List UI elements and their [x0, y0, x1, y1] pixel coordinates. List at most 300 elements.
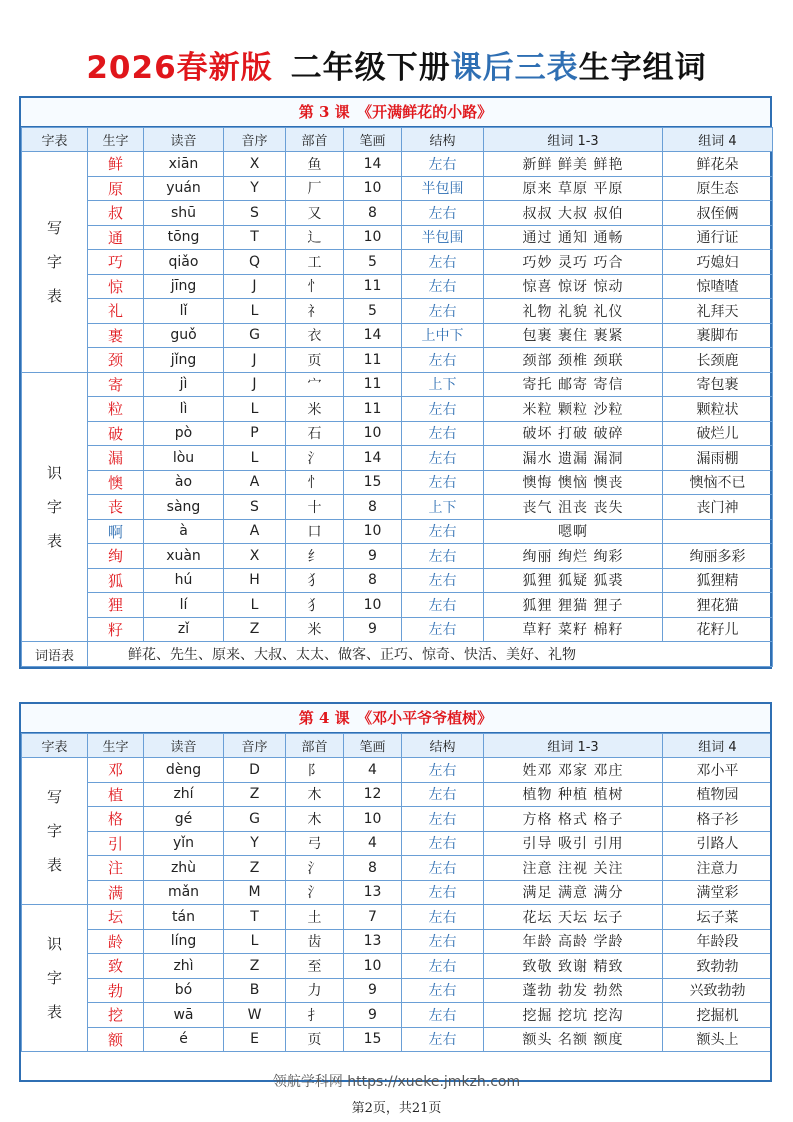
character-cell: 丧	[88, 495, 144, 520]
radical-cell: 又	[286, 201, 344, 226]
words-1-3-cell: 狐狸 狐疑 狐裘	[484, 568, 663, 593]
pinyin-cell: hú	[144, 568, 224, 593]
radical-cell: 氵	[286, 446, 344, 471]
pinyin-cell: jì	[144, 372, 224, 397]
character-cell: 狸	[88, 593, 144, 618]
character-cell: 裹	[88, 323, 144, 348]
structure-cell: 左右	[402, 593, 484, 618]
initial-letter-cell: L	[224, 929, 286, 954]
radical-cell: 齿	[286, 929, 344, 954]
radical-cell: 至	[286, 954, 344, 979]
character-cell: 寄	[88, 372, 144, 397]
words-1-3-cell: 植物 种植 植树	[484, 782, 663, 807]
character-cell: 啊	[88, 519, 144, 544]
radical-cell: 厂	[286, 176, 344, 201]
initial-letter-cell: A	[224, 470, 286, 495]
lesson-heading: 第 4 课 《邓小平爷爷植树》	[21, 704, 770, 733]
structure-cell: 左右	[402, 152, 484, 177]
character-cell: 额	[88, 1027, 144, 1052]
stroke-count-cell: 9	[344, 978, 402, 1003]
lesson-4-table	[19, 702, 772, 1082]
structure-cell: 左右	[402, 568, 484, 593]
character-cell: 颈	[88, 348, 144, 373]
table-row	[22, 782, 773, 807]
pinyin-cell: gé	[144, 807, 224, 832]
words-1-3-cell: 致敬 致谢 精致	[484, 954, 663, 979]
pinyin-cell: bó	[144, 978, 224, 1003]
table-row	[22, 250, 773, 275]
lesson-3-table	[19, 96, 772, 669]
column-header: 笔画	[344, 128, 402, 152]
stroke-count-cell: 8	[344, 495, 402, 520]
stroke-count-cell: 12	[344, 782, 402, 807]
radical-cell: 弓	[286, 831, 344, 856]
word-4-cell: 狸花猫	[663, 593, 773, 618]
word-4-cell: 年龄段	[663, 929, 773, 954]
pinyin-cell: zǐ	[144, 617, 224, 642]
word-4-cell: 寄包裹	[663, 372, 773, 397]
words-1-3-cell: 方格 格式 格子	[484, 807, 663, 832]
column-header: 生字	[88, 128, 144, 152]
word-4-cell: 狐狸精	[663, 568, 773, 593]
word-4-cell: 引路人	[663, 831, 773, 856]
initial-letter-cell: L	[224, 397, 286, 422]
structure-cell: 上中下	[402, 323, 484, 348]
table-row	[22, 470, 773, 495]
pinyin-cell: líng	[144, 929, 224, 954]
words-1-3-cell: 引导 吸引 引用	[484, 831, 663, 856]
character-cell: 叔	[88, 201, 144, 226]
vocabulary-label: 词语表	[22, 642, 88, 667]
radical-cell: 十	[286, 495, 344, 520]
table-row	[22, 421, 773, 446]
radical-cell: 页	[286, 348, 344, 373]
stroke-count-cell: 13	[344, 929, 402, 954]
table-row	[22, 446, 773, 471]
header-row	[22, 128, 773, 152]
table-row	[22, 348, 773, 373]
character-cell: 注	[88, 856, 144, 881]
structure-cell: 左右	[402, 831, 484, 856]
table-row	[22, 758, 773, 783]
pinyin-cell: guǒ	[144, 323, 224, 348]
read-section-label: 识字表	[22, 372, 88, 642]
pinyin-cell: pò	[144, 421, 224, 446]
title-edition: 春新版	[176, 50, 273, 86]
character-cell: 懊	[88, 470, 144, 495]
structure-cell: 半包围	[402, 176, 484, 201]
stroke-count-cell: 11	[344, 348, 402, 373]
column-header: 生字	[88, 734, 144, 758]
stroke-count-cell: 11	[344, 372, 402, 397]
table-row	[22, 372, 773, 397]
words-1-3-cell: 礼物 礼貌 礼仪	[484, 299, 663, 324]
initial-letter-cell: J	[224, 274, 286, 299]
word-4-cell: 额头上	[663, 1027, 773, 1052]
pinyin-cell: yuán	[144, 176, 224, 201]
title-year: 2026	[86, 50, 177, 86]
character-cell: 礼	[88, 299, 144, 324]
structure-cell: 左右	[402, 758, 484, 783]
character-cell: 籽	[88, 617, 144, 642]
initial-letter-cell: S	[224, 201, 286, 226]
words-1-3-cell: 草籽 菜籽 棉籽	[484, 617, 663, 642]
words-1-3-cell: 新鲜 鲜美 鲜艳	[484, 152, 663, 177]
table-row	[22, 978, 773, 1003]
stroke-count-cell: 10	[344, 176, 402, 201]
word-4-cell: 邓小平	[663, 758, 773, 783]
structure-cell: 左右	[402, 1003, 484, 1028]
title-words: 生字组词	[578, 50, 707, 86]
structure-cell: 左右	[402, 782, 484, 807]
radical-cell: 鱼	[286, 152, 344, 177]
word-4-cell: 致勃勃	[663, 954, 773, 979]
structure-cell: 左右	[402, 905, 484, 930]
structure-cell: 左右	[402, 299, 484, 324]
stroke-count-cell: 10	[344, 954, 402, 979]
radical-cell: 阝	[286, 758, 344, 783]
initial-letter-cell: M	[224, 880, 286, 905]
radical-cell: 忄	[286, 274, 344, 299]
character-table	[21, 127, 773, 667]
pinyin-cell: ào	[144, 470, 224, 495]
table-row	[22, 568, 773, 593]
column-header: 结构	[402, 734, 484, 758]
structure-cell: 左右	[402, 856, 484, 881]
initial-letter-cell: T	[224, 225, 286, 250]
words-1-3-cell: 懊悔 懊恼 懊丧	[484, 470, 663, 495]
initial-letter-cell: E	[224, 1027, 286, 1052]
table-row	[22, 519, 773, 544]
stroke-count-cell: 4	[344, 831, 402, 856]
words-1-3-cell: 嗯啊	[484, 519, 663, 544]
document-title	[0, 42, 793, 87]
word-4-cell: 长颈鹿	[663, 348, 773, 373]
stroke-count-cell: 8	[344, 856, 402, 881]
character-cell: 惊	[88, 274, 144, 299]
title-grade: 二年级下册	[290, 50, 451, 86]
structure-cell: 左右	[402, 954, 484, 979]
stroke-count-cell: 11	[344, 397, 402, 422]
table-row	[22, 807, 773, 832]
word-4-cell: 兴致勃勃	[663, 978, 773, 1003]
radical-cell: 氵	[286, 856, 344, 881]
word-4-cell: 漏雨棚	[663, 446, 773, 471]
pinyin-cell: xuàn	[144, 544, 224, 569]
word-4-cell: 格子衫	[663, 807, 773, 832]
word-4-cell	[663, 519, 773, 544]
table-row	[22, 880, 773, 905]
stroke-count-cell: 14	[344, 323, 402, 348]
table-row	[22, 856, 773, 881]
table-row	[22, 831, 773, 856]
words-1-3-cell: 米粒 颗粒 沙粒	[484, 397, 663, 422]
radical-cell: 犭	[286, 593, 344, 618]
initial-letter-cell: Z	[224, 617, 286, 642]
words-1-3-cell: 注意 注视 关注	[484, 856, 663, 881]
structure-cell: 左右	[402, 446, 484, 471]
words-1-3-cell: 寄托 邮寄 寄信	[484, 372, 663, 397]
word-4-cell: 坛子菜	[663, 905, 773, 930]
radical-cell: 页	[286, 1027, 344, 1052]
table-row	[22, 495, 773, 520]
pinyin-cell: lòu	[144, 446, 224, 471]
character-cell: 通	[88, 225, 144, 250]
pinyin-cell: jǐng	[144, 348, 224, 373]
character-cell: 坛	[88, 905, 144, 930]
structure-cell: 半包围	[402, 225, 484, 250]
structure-cell: 左右	[402, 250, 484, 275]
stroke-count-cell: 10	[344, 421, 402, 446]
words-1-3-cell: 叔叔 大叔 叔伯	[484, 201, 663, 226]
character-cell: 原	[88, 176, 144, 201]
column-header: 读音	[144, 128, 224, 152]
character-cell: 挖	[88, 1003, 144, 1028]
column-header: 组词 1-3	[484, 734, 663, 758]
character-cell: 巧	[88, 250, 144, 275]
page-number: 第2页，共21页	[351, 1101, 442, 1116]
radical-cell: 工	[286, 250, 344, 275]
table-row	[22, 201, 773, 226]
initial-letter-cell: W	[224, 1003, 286, 1028]
structure-cell: 左右	[402, 519, 484, 544]
structure-cell: 左右	[402, 470, 484, 495]
initial-letter-cell: L	[224, 446, 286, 471]
radical-cell: 宀	[286, 372, 344, 397]
pinyin-cell: tán	[144, 905, 224, 930]
initial-letter-cell: J	[224, 372, 286, 397]
table-row	[22, 299, 773, 324]
initial-letter-cell: Z	[224, 954, 286, 979]
words-1-3-cell: 满足 满意 满分	[484, 880, 663, 905]
stroke-count-cell: 9	[344, 617, 402, 642]
stroke-count-cell: 15	[344, 1027, 402, 1052]
words-1-3-cell: 丧气 沮丧 丧失	[484, 495, 663, 520]
pinyin-cell: lí	[144, 593, 224, 618]
word-4-cell: 满堂彩	[663, 880, 773, 905]
words-1-3-cell: 颈部 颈椎 颈联	[484, 348, 663, 373]
radical-cell: 衣	[286, 323, 344, 348]
structure-cell: 左右	[402, 544, 484, 569]
initial-letter-cell: X	[224, 544, 286, 569]
word-4-cell: 破烂儿	[663, 421, 773, 446]
write-section-label: 写字表	[22, 758, 88, 905]
word-4-cell: 注意力	[663, 856, 773, 881]
table-row	[22, 1003, 773, 1028]
table-row	[22, 593, 773, 618]
character-table	[21, 733, 772, 1052]
radical-cell: 礻	[286, 299, 344, 324]
radical-cell: 纟	[286, 544, 344, 569]
stroke-count-cell: 14	[344, 152, 402, 177]
words-1-3-cell: 挖掘 挖坑 挖沟	[484, 1003, 663, 1028]
vocabulary-row	[22, 642, 773, 667]
character-cell: 邓	[88, 758, 144, 783]
initial-letter-cell: L	[224, 299, 286, 324]
structure-cell: 左右	[402, 421, 484, 446]
pinyin-cell: é	[144, 1027, 224, 1052]
initial-letter-cell: X	[224, 152, 286, 177]
structure-cell: 左右	[402, 1027, 484, 1052]
character-cell: 狐	[88, 568, 144, 593]
word-4-cell: 叔侄俩	[663, 201, 773, 226]
radical-cell: 氵	[286, 880, 344, 905]
pinyin-cell: zhí	[144, 782, 224, 807]
structure-cell: 左右	[402, 880, 484, 905]
stroke-count-cell: 14	[344, 446, 402, 471]
stroke-count-cell: 8	[344, 568, 402, 593]
radical-cell: 辶	[286, 225, 344, 250]
radical-cell: 力	[286, 978, 344, 1003]
column-header: 组词 4	[663, 734, 773, 758]
words-1-3-cell: 花坛 天坛 坛子	[484, 905, 663, 930]
pinyin-cell: shū	[144, 201, 224, 226]
stroke-count-cell: 5	[344, 250, 402, 275]
structure-cell: 左右	[402, 397, 484, 422]
pinyin-cell: lì	[144, 397, 224, 422]
initial-letter-cell: T	[224, 905, 286, 930]
stroke-count-cell: 9	[344, 1003, 402, 1028]
pinyin-cell: yǐn	[144, 831, 224, 856]
vocabulary-list: 鲜花、先生、原来、大叔、太太、做客、正巧、惊奇、快活、美好、礼物	[88, 642, 773, 667]
initial-letter-cell: L	[224, 593, 286, 618]
table-row	[22, 323, 773, 348]
radical-cell: 口	[286, 519, 344, 544]
stroke-count-cell: 5	[344, 299, 402, 324]
words-1-3-cell: 惊喜 惊讶 惊动	[484, 274, 663, 299]
column-header: 字表	[22, 128, 88, 152]
words-1-3-cell: 狐狸 狸猫 狸子	[484, 593, 663, 618]
lesson-heading: 第 3 课 《开满鲜花的小路》	[21, 98, 770, 127]
initial-letter-cell: Q	[224, 250, 286, 275]
radical-cell: 木	[286, 807, 344, 832]
character-cell: 勃	[88, 978, 144, 1003]
column-header: 音序	[224, 734, 286, 758]
pinyin-cell: sàng	[144, 495, 224, 520]
table-row	[22, 905, 773, 930]
read-section-label: 识字表	[22, 905, 88, 1052]
column-header: 笔画	[344, 734, 402, 758]
column-header: 部首	[286, 128, 344, 152]
character-cell: 格	[88, 807, 144, 832]
character-cell: 绚	[88, 544, 144, 569]
radical-cell: 木	[286, 782, 344, 807]
words-1-3-cell: 蓬勃 勃发 勃然	[484, 978, 663, 1003]
initial-letter-cell: H	[224, 568, 286, 593]
word-4-cell: 原生态	[663, 176, 773, 201]
initial-letter-cell: S	[224, 495, 286, 520]
structure-cell: 左右	[402, 348, 484, 373]
table-row	[22, 274, 773, 299]
initial-letter-cell: A	[224, 519, 286, 544]
word-4-cell: 花籽儿	[663, 617, 773, 642]
pinyin-cell: qiǎo	[144, 250, 224, 275]
column-header: 结构	[402, 128, 484, 152]
title-tables: 课后三表	[450, 50, 579, 86]
words-1-3-cell: 额头 名额 额度	[484, 1027, 663, 1052]
word-4-cell: 巧媳妇	[663, 250, 773, 275]
word-4-cell: 丧门神	[663, 495, 773, 520]
table-row	[22, 1027, 773, 1052]
character-cell: 龄	[88, 929, 144, 954]
stroke-count-cell: 8	[344, 201, 402, 226]
stroke-count-cell: 13	[344, 880, 402, 905]
column-header: 组词 4	[663, 128, 773, 152]
initial-letter-cell: Y	[224, 176, 286, 201]
stroke-count-cell: 9	[344, 544, 402, 569]
table-row	[22, 954, 773, 979]
character-cell: 致	[88, 954, 144, 979]
initial-letter-cell: J	[224, 348, 286, 373]
radical-cell: 忄	[286, 470, 344, 495]
initial-letter-cell: Z	[224, 782, 286, 807]
stroke-count-cell: 10	[344, 593, 402, 618]
stroke-count-cell: 11	[344, 274, 402, 299]
table-row	[22, 397, 773, 422]
word-4-cell: 裹脚布	[663, 323, 773, 348]
pinyin-cell: mǎn	[144, 880, 224, 905]
column-header: 音序	[224, 128, 286, 152]
word-4-cell: 懊恼不已	[663, 470, 773, 495]
table-row	[22, 617, 773, 642]
radical-cell: 犭	[286, 568, 344, 593]
column-header: 读音	[144, 734, 224, 758]
column-header: 部首	[286, 734, 344, 758]
stroke-count-cell: 10	[344, 519, 402, 544]
initial-letter-cell: P	[224, 421, 286, 446]
pinyin-cell: dèng	[144, 758, 224, 783]
character-cell: 漏	[88, 446, 144, 471]
words-1-3-cell: 姓邓 邓家 邓庄	[484, 758, 663, 783]
table-row	[22, 225, 773, 250]
radical-cell: 扌	[286, 1003, 344, 1028]
stroke-count-cell: 10	[344, 807, 402, 832]
structure-cell: 左右	[402, 201, 484, 226]
word-4-cell: 通行证	[663, 225, 773, 250]
pinyin-cell: zhì	[144, 954, 224, 979]
watermark-footer: 领航学科网 https://xueke.jmkzh.com	[272, 1074, 521, 1090]
words-1-3-cell: 绚丽 绚烂 绚彩	[484, 544, 663, 569]
character-cell: 鲜	[88, 152, 144, 177]
pinyin-cell: wā	[144, 1003, 224, 1028]
header-row	[22, 734, 773, 758]
structure-cell: 上下	[402, 372, 484, 397]
table-row	[22, 929, 773, 954]
character-cell: 破	[88, 421, 144, 446]
structure-cell: 左右	[402, 617, 484, 642]
structure-cell: 左右	[402, 978, 484, 1003]
radical-cell: 土	[286, 905, 344, 930]
table-row	[22, 544, 773, 569]
stroke-count-cell: 10	[344, 225, 402, 250]
pinyin-cell: à	[144, 519, 224, 544]
words-1-3-cell: 原来 草原 平原	[484, 176, 663, 201]
pinyin-cell: xiān	[144, 152, 224, 177]
pinyin-cell: tōng	[144, 225, 224, 250]
structure-cell: 左右	[402, 807, 484, 832]
table-row	[22, 176, 773, 201]
character-cell: 植	[88, 782, 144, 807]
word-4-cell: 惊喳喳	[663, 274, 773, 299]
initial-letter-cell: Y	[224, 831, 286, 856]
word-4-cell: 绚丽多彩	[663, 544, 773, 569]
table-row	[22, 152, 773, 177]
pinyin-cell: zhù	[144, 856, 224, 881]
words-1-3-cell: 通过 通知 通畅	[484, 225, 663, 250]
stroke-count-cell: 7	[344, 905, 402, 930]
character-cell: 满	[88, 880, 144, 905]
words-1-3-cell: 巧妙 灵巧 巧合	[484, 250, 663, 275]
